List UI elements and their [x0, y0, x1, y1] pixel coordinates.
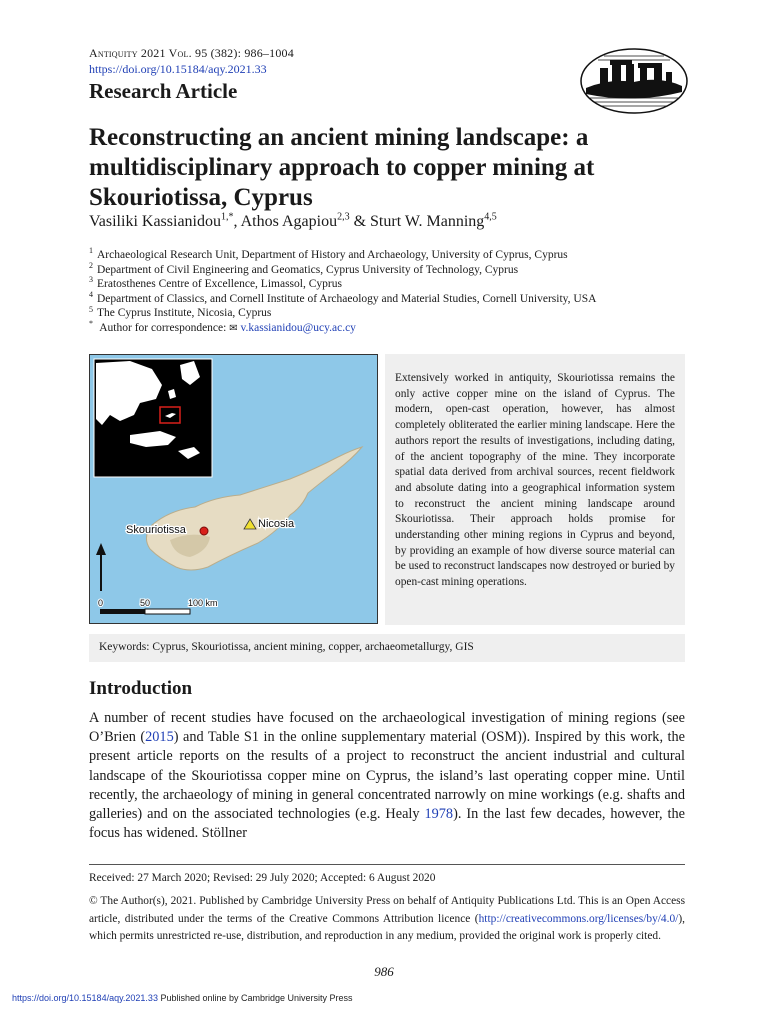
- author-affiliation-marker: 4,5: [484, 211, 497, 223]
- journal-citation: Antiquity 2021 Vol. 95 (382): 986–1004: [89, 46, 294, 60]
- antiquity-logo-icon: [580, 48, 688, 114]
- abstract-text: Extensively worked in antiquity, Skouriotissa remains the only active copper mine on the island of Cyprus. The modern, open-cast operation, however, has almost completely obliterated the earlier mining landscape. Here the authors report the results of investigations, including dating, of the ancient topography of the mine. They incorporate spatial data derived from archival sources, recent fieldwork and absolute dating into a geographical information system to reconstruct the ancient mining landscape around Skouriotissa. Their approach holds promise for understanding other mining regions in Cyprus and beyond, by providing an example of how diverse source material can be used to reconstruct landscapes now destroyed or buried by open-cast mining operations.: [395, 372, 675, 589]
- affiliation-item: $^1$ Archaeological Research Unit, Department of History and Archaeology, University of Cyprus, Cyprus: [89, 246, 568, 261]
- skouriotissa-marker: [200, 527, 208, 535]
- author-list: Vasiliki Kassianidou$^{1,*}$, Athos Agapiou$^{2,3}$ & Sturt W. Manning$^{4,5}$: [89, 211, 497, 230]
- article-title: Reconstructing an ancient mining landscape: a multidisciplinary approach to copper mining at Skouriotissa, Cyprus: [89, 124, 595, 211]
- author-name: Sturt W. Manning: [370, 213, 485, 230]
- affiliation-item: $^4$ Department of Classics, and Cornell Institute of Archaeology and Material Studies, Cornell University, USA: [89, 289, 597, 305]
- citation-link[interactable]: 2015: [145, 729, 174, 746]
- cyprus-map-graphic: [90, 355, 378, 624]
- inset-map: [94, 359, 212, 477]
- correspondence-line: * Author for correspondence: ✉ v.kassianidou@ucy.ac.cy: [89, 319, 356, 334]
- correspondence-email-link[interactable]: v.kassianidou@ucy.ac.cy: [240, 321, 356, 334]
- received-dates: Received: 27 March 2020; Revised: 29 July 2020; Accepted: 6 August 2020: [89, 872, 436, 884]
- introduction-paragraph: A number of recent studies have focused on the archaeological investigation of mining regions (see O’Brien (2015) and Table S1 in the online supplementary material (OSM)). Inspired by this work, the present article reports on the results of a project to reconstruct the ancient industrial and cultural landscape of the Skouriotissa copper mine on Cyprus, the island’s last operating copper mine. Until recently, the archaeology of mining in general concentrated narrowly on mine workings (e.g. shafts and galleries) and on the associated technologies (e.g. Healy 1978). In the last few decades, however, the focus has widened. Stöllner: [89, 710, 685, 842]
- location-map: [89, 354, 378, 624]
- bottom-doi-link[interactable]: https://doi.org/10.15184/aqy.2021.33: [12, 993, 158, 1003]
- affiliation-item: $^5$ The Cyprus Institute, Nicosia, Cyprus: [89, 304, 272, 320]
- affiliation-item: $^2$ Department of Civil Engineering and Geomatics, Cyprus University of Technology, Cyprus: [89, 260, 519, 276]
- map-label-city: Nicosia: [258, 518, 295, 530]
- page-number: 986: [374, 964, 394, 979]
- scale-label: 0: [98, 598, 104, 608]
- keywords-box: [89, 634, 685, 662]
- publication-footer: https://doi.org/10.15184/aqy.2021.33 Published online by Cambridge University Press: [12, 993, 353, 1003]
- map-label-site: Skouriotissa: [126, 524, 186, 536]
- author-affiliation-marker: 2,3: [337, 211, 350, 223]
- envelope-icon: ✉: [229, 322, 238, 334]
- introduction-heading: Introduction: [89, 678, 193, 699]
- author-name: Vasiliki Kassianidou: [89, 213, 221, 230]
- article-type-heading: Research Article: [89, 79, 238, 103]
- affiliations: [89, 248, 709, 337]
- copyright-notice: © The Author(s), 2021. Published by Cambridge University Press on behalf of Antiquity Publications Ltd. This is an Open Access article, distributed under the terms of the Creative Commons Attribution licence (http://creativecommons.org/licenses/by/4.0/), which permits unrestricted re-use, distribution, and reproduction in any medium, provided the original work is properly cited.: [89, 895, 685, 943]
- affiliation-item: $^3$ Eratosthenes Centre of Excellence, Limassol, Cyprus: [89, 275, 342, 291]
- scale-label: 100 km: [188, 598, 218, 608]
- scale-label: 50: [140, 598, 151, 608]
- doi-link[interactable]: https://doi.org/10.15184/aqy.2021.33: [89, 62, 267, 76]
- license-link[interactable]: http://creativecommons.org/licenses/by/4.0/: [478, 912, 679, 925]
- author-affiliation-marker: 1,*: [221, 211, 234, 223]
- abstract-box: [385, 354, 685, 625]
- footer-divider: [89, 864, 685, 865]
- citation-link[interactable]: 1978: [424, 806, 454, 823]
- author-name: Athos Agapiou: [240, 213, 338, 230]
- keywords-text: Keywords: Cyprus, Skouriotissa, ancient mining, copper, archaeometallurgy, GIS: [99, 641, 474, 653]
